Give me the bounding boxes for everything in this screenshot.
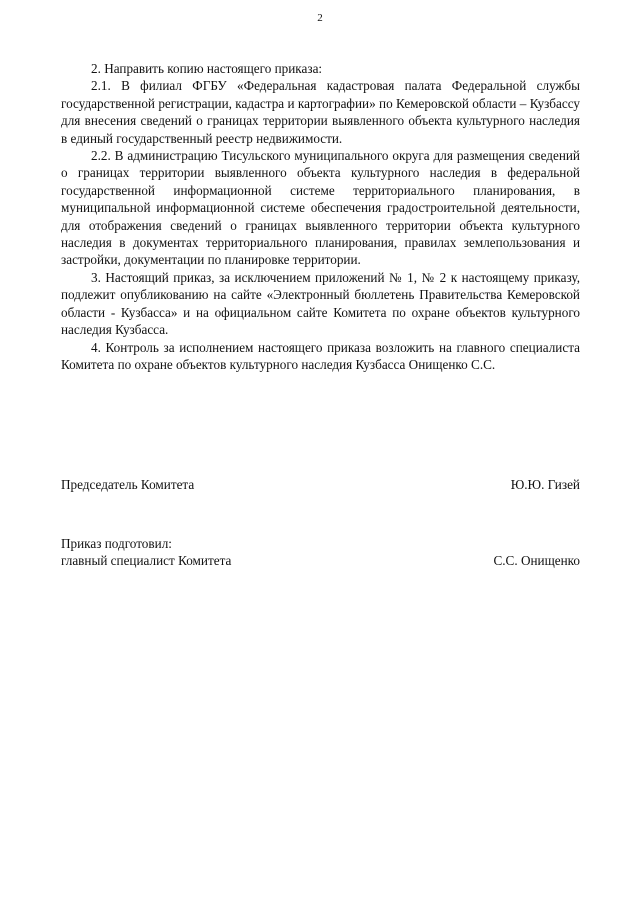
- preparer-position: главный специалист Комитета: [61, 553, 232, 569]
- signatory-name: Ю.Ю. Гизей: [510, 477, 580, 492]
- signature-row: [61, 476, 580, 493]
- page-number: 2: [317, 12, 323, 24]
- prepared-by-row: [61, 552, 580, 569]
- paragraph-2-2: 2.2. В администрацию Тисульского муниципального округа для размещения сведений о границах территории выявленного объекта культурного наследия в федеральной государственной информационной системе территориального планирования, в муниципальной информационной системе обеспечения градостроительной деятельности, для отображения сведений о границах выявленного территории объекта культурного наследия в документах территориального планирования, правилах землепользования и застройки, документации по планировке территории.: [61, 148, 580, 268]
- paragraph-2: 2. Направить копию настоящего приказа:: [91, 61, 323, 76]
- paragraph-4: 4. Контроль за исполнением настоящего приказа возложить на главного специалиста Комитета по охране объектов культурного наследия Кузбасса Онищенко С.С.: [61, 339, 580, 372]
- prepared-by-block: [61, 535, 580, 570]
- signatory-position: Председатель Комитета: [61, 477, 195, 492]
- preparer-name: С.С. Онищенко: [493, 553, 580, 569]
- paragraph-2-1: 2.1. В филиал ФГБУ «Федеральная кадастровая палата Федеральной службы государственной регистрации, кадастра и картографии» по Кемеровской области – Кузбассу для внесения сведений о границах территории выявленного объекта культурного наследия в единый государственный реестр недвижимости.: [61, 78, 580, 146]
- paragraph-3: 3. Настоящий приказ, за исключением приложений № 1, № 2 к настоящему приказу, подлежит опубликованию на сайте «Электронный бюллетень Правительства Кемеровской области - Кузбасса» и на официальном сайте Комитета по охране объектов культурного наследия Кузбасса.: [61, 269, 580, 338]
- signature-block: [61, 476, 580, 493]
- document-body: [61, 60, 580, 373]
- prepared-by-heading: Приказ подготовил:: [61, 536, 172, 551]
